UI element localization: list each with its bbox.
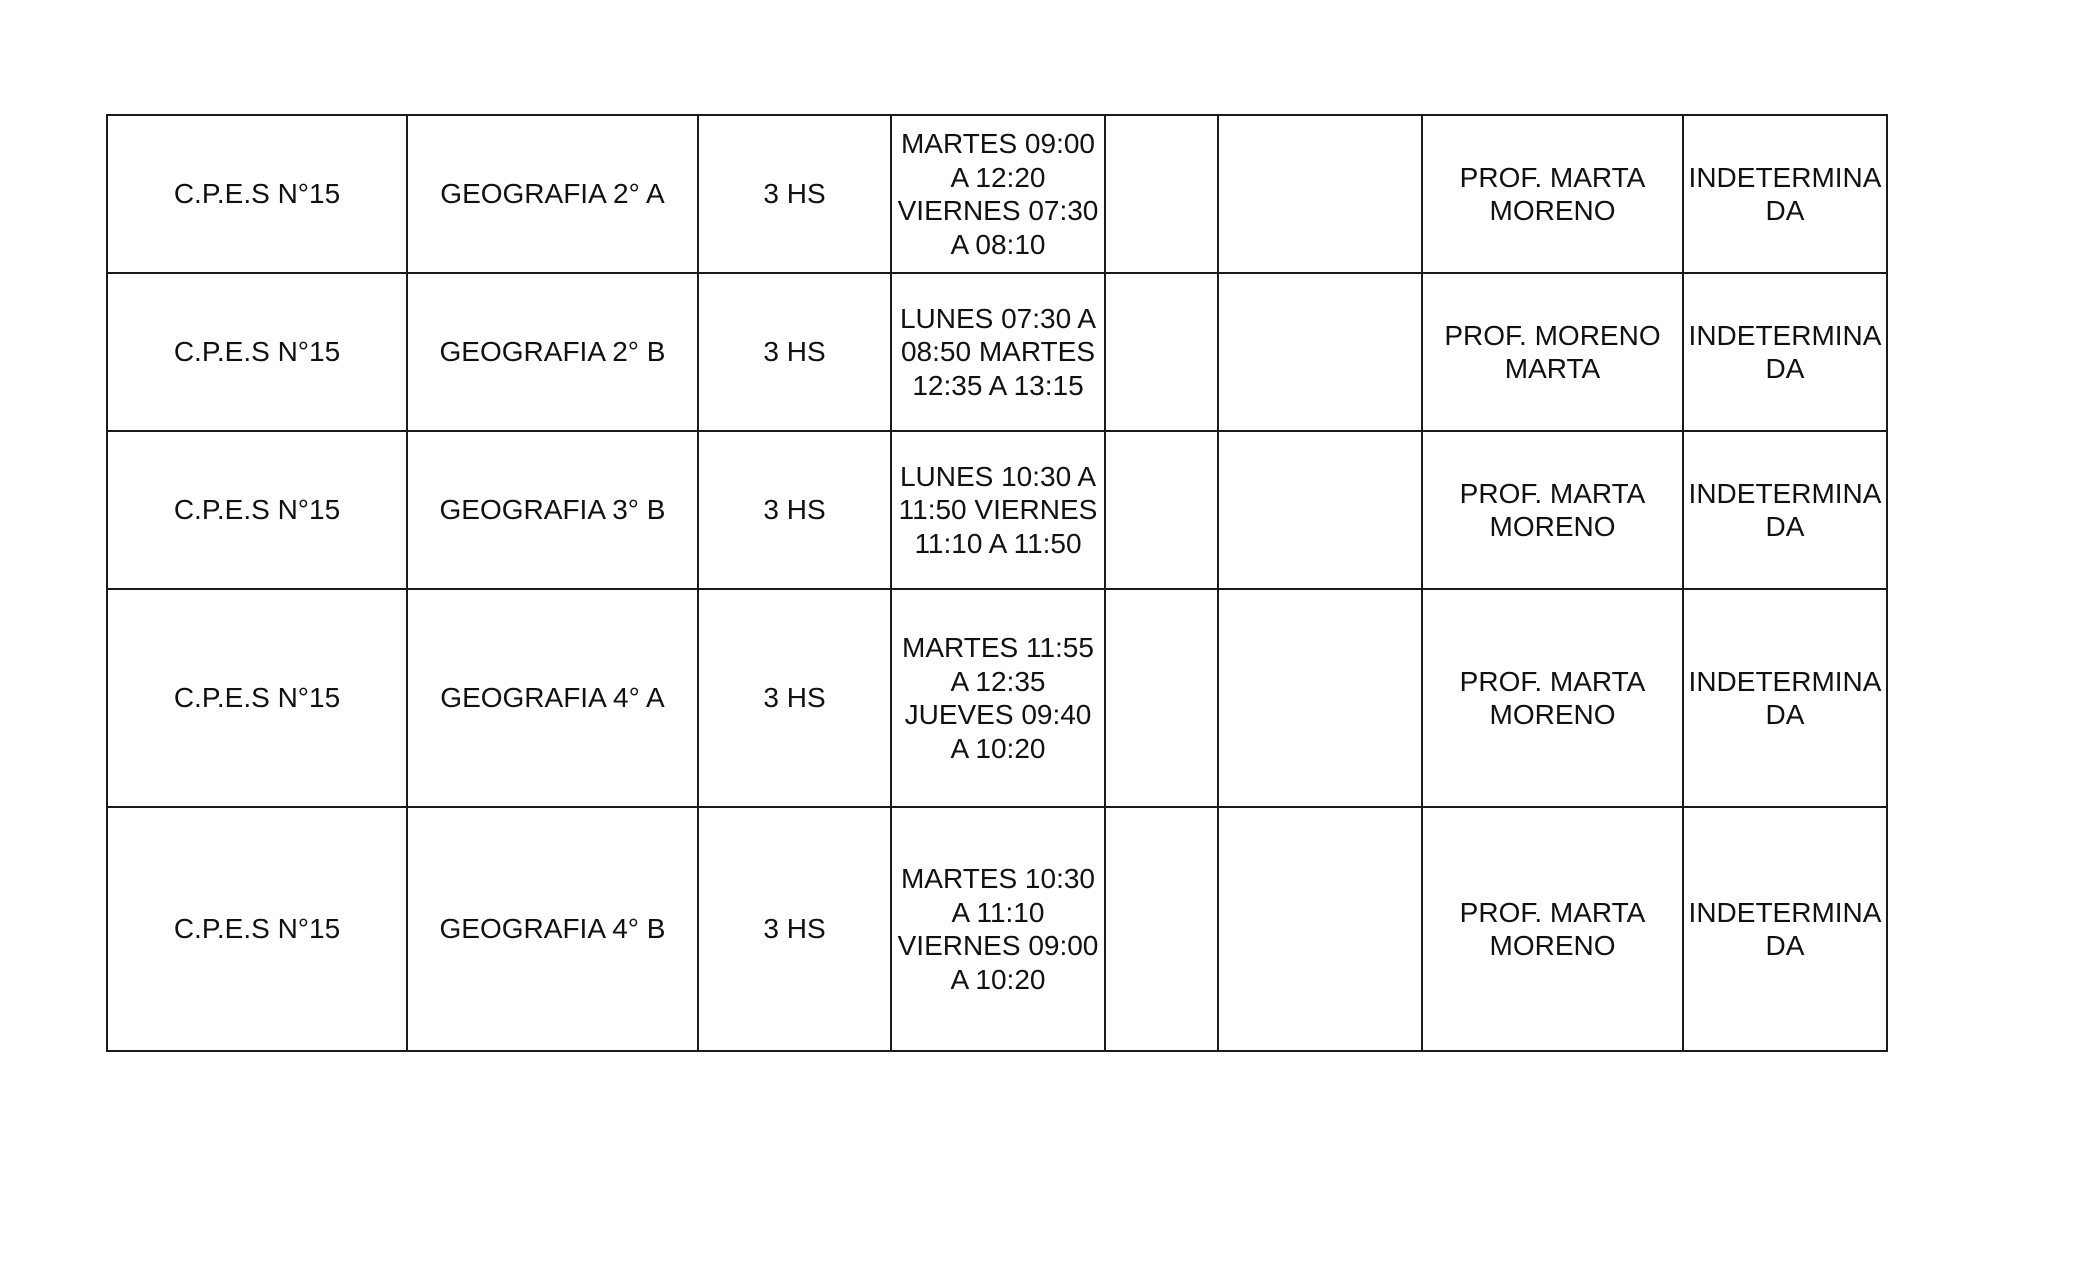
hours-cell: 3 HS xyxy=(698,807,891,1051)
empty-cell xyxy=(1105,115,1218,273)
hours-cell: 3 HS xyxy=(698,589,891,807)
hours-cell: 3 HS xyxy=(698,273,891,431)
empty-cell xyxy=(1105,807,1218,1051)
teacher-cell: PROF. MARTA MORENO xyxy=(1422,807,1683,1051)
subject-cell: GEOGRAFIA 3° B xyxy=(407,431,698,589)
empty-cell xyxy=(1218,431,1422,589)
table-row xyxy=(107,431,1887,589)
schedule-cell: MARTES 11:55 A 12:35 JUEVES 09:40 A 10:20 xyxy=(891,589,1105,807)
empty-cell xyxy=(1105,589,1218,807)
teacher-cell: PROF. MORENO MARTA xyxy=(1422,273,1683,431)
empty-cell xyxy=(1218,273,1422,431)
schedule-cell: MARTES 09:00 A 12:20 VIERNES 07:30 A 08:10 xyxy=(891,115,1105,273)
institution-cell: C.P.E.S N°15 xyxy=(107,807,407,1051)
empty-cell xyxy=(1105,273,1218,431)
status-cell: INDETERMINADA xyxy=(1683,807,1887,1051)
institution-cell: C.P.E.S N°15 xyxy=(107,273,407,431)
empty-cell xyxy=(1218,807,1422,1051)
status-cell: INDETERMINADA xyxy=(1683,273,1887,431)
institution-cell: C.P.E.S N°15 xyxy=(107,115,407,273)
hours-cell: 3 HS xyxy=(698,115,891,273)
schedule-cell: MARTES 10:30 A 11:10 VIERNES 09:00 A 10:20 xyxy=(891,807,1105,1051)
table-row xyxy=(107,115,1887,273)
schedule-cell: LUNES 10:30 A 11:50 VIERNES 11:10 A 11:50 xyxy=(891,431,1105,589)
subject-cell: GEOGRAFIA 4° A xyxy=(407,589,698,807)
table-row xyxy=(107,807,1887,1051)
teacher-cell: PROF. MARTA MORENO xyxy=(1422,589,1683,807)
table-row xyxy=(107,589,1887,807)
empty-cell xyxy=(1105,431,1218,589)
status-cell: INDETERMINADA xyxy=(1683,115,1887,273)
institution-cell: C.P.E.S N°15 xyxy=(107,431,407,589)
schedule-table xyxy=(106,114,1888,1052)
subject-cell: GEOGRAFIA 2° A xyxy=(407,115,698,273)
schedule-cell: LUNES 07:30 A 08:50 MARTES 12:35 A 13:15 xyxy=(891,273,1105,431)
institution-cell: C.P.E.S N°15 xyxy=(107,589,407,807)
teacher-cell: PROF. MARTA MORENO xyxy=(1422,115,1683,273)
empty-cell xyxy=(1218,589,1422,807)
table-row xyxy=(107,273,1887,431)
hours-cell: 3 HS xyxy=(698,431,891,589)
status-cell: INDETERMINADA xyxy=(1683,431,1887,589)
subject-cell: GEOGRAFIA 2° B xyxy=(407,273,698,431)
subject-cell: GEOGRAFIA 4° B xyxy=(407,807,698,1051)
status-cell: INDETERMINADA xyxy=(1683,589,1887,807)
empty-cell xyxy=(1218,115,1422,273)
teacher-cell: PROF. MARTA MORENO xyxy=(1422,431,1683,589)
